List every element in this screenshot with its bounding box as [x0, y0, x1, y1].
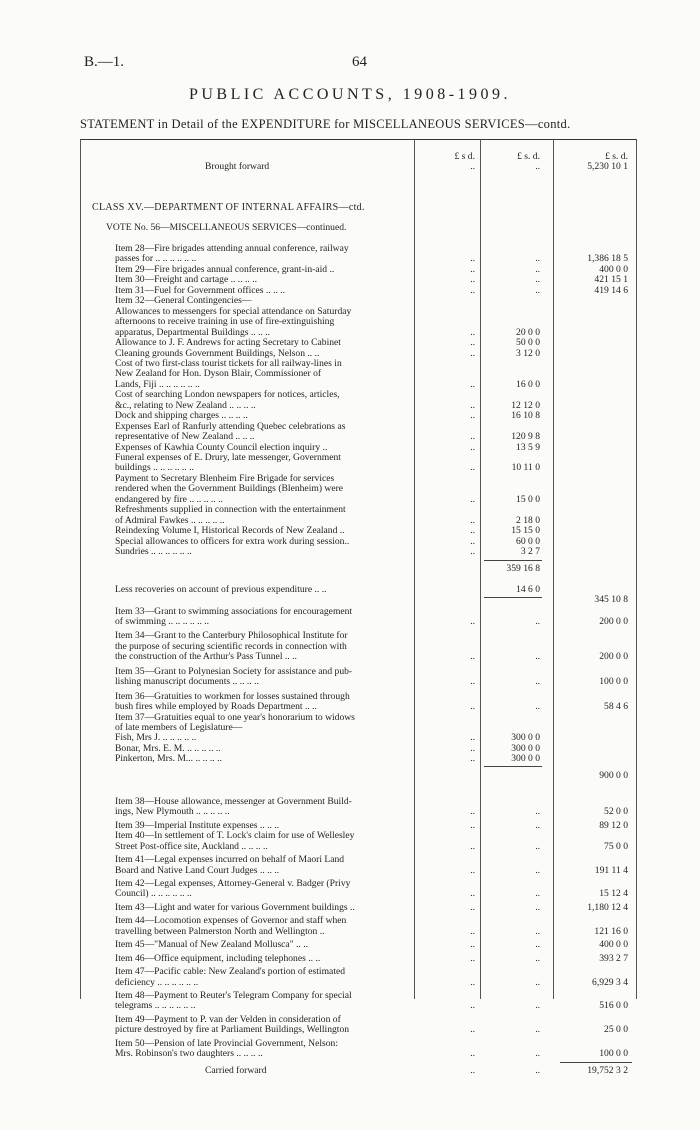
amount-col3: 25 0 0	[604, 1024, 628, 1036]
desc: Item 43—Light and water for various Government buildings ..	[115, 901, 355, 913]
subtotal-1: 359 16 8	[506, 562, 540, 574]
desc: Item 33—Grant to swimming associations for encouragement	[115, 605, 353, 617]
amount-col2: 16 10 8	[511, 410, 540, 422]
desc: Item 39—Imperial Institute expenses .. .. ..	[115, 819, 280, 831]
amount-col2: ..	[535, 819, 540, 831]
amount-col3: 52 0 0	[604, 806, 628, 818]
desc: Bonar, Mrs. E. M. .. .. .. .. ..	[115, 742, 221, 754]
desc: Item 42—Legal expenses, Attorney-General v. Badger (Privy	[115, 877, 351, 889]
amount-col2: 20 0 0	[516, 326, 540, 338]
desc: Expenses of Kawhia County Council election inquiry ..	[115, 441, 328, 453]
amount-col3: 200 0 0	[599, 615, 628, 627]
amount-col1: ..	[470, 1048, 475, 1060]
desc: the construction of the Arthur's Pass Tunnel .. ..	[115, 651, 297, 663]
amount-col1: ..	[470, 378, 475, 390]
subtotal-rule	[484, 560, 542, 561]
amount-col2: 60 0 0	[516, 535, 540, 547]
amount-col1: ..	[470, 399, 475, 411]
amount-col1: ..	[470, 840, 475, 852]
amount-col1: ..	[470, 806, 475, 818]
amount-col2: ..	[535, 676, 540, 688]
desc: Cost of searching London newspapers for notices, articles,	[115, 389, 340, 401]
amount-col3: 400 0 0	[599, 263, 628, 275]
carried-forward-c2: ..	[535, 1064, 540, 1076]
desc: the purpose of securing scientific records in connection with	[115, 640, 347, 652]
desc: of late members of Legislature—	[115, 722, 243, 733]
desc: afternoons to receive training in use of fire-extinguishing	[115, 316, 335, 328]
column-header-1: £ s d.	[454, 151, 475, 162]
amount-col2: 3 2 7	[520, 546, 540, 558]
amount-col1: ..	[470, 337, 475, 349]
desc: of swimming .. .. .. .. .. ..	[115, 615, 210, 627]
amount-col3: 75 0 0	[604, 840, 628, 852]
desc: Item 48—Payment to Reuter's Telegram Company for special	[115, 990, 352, 1001]
amount-col2: 13 5 9	[516, 441, 540, 453]
column-header-2: £ s. d.	[517, 151, 540, 162]
amount-col3: 400 0 0	[599, 939, 628, 951]
page-ref: B.—1.	[84, 54, 125, 70]
desc: Item 29—Fire brigades annual conference, grant-in-aid ..	[115, 263, 335, 275]
desc: Item 31—Fuel for Government offices .. .. ..	[115, 284, 286, 296]
desc: travelling between Palmerston North and Wellington ..	[115, 925, 325, 937]
amount-col2: ..	[535, 1048, 540, 1060]
column-header-3: £ s. d.	[605, 151, 628, 162]
vote-heading: VOTE No. 56—MISCELLANEOUS SERVICES—continued.	[106, 222, 347, 233]
amount-col1: ..	[470, 525, 475, 537]
amount-col2: 300 0 0	[511, 742, 540, 754]
desc: Payment to Secretary Blenheim Fire Brigade for services	[115, 472, 335, 484]
desc: Item 44—Locomotion expenses of Governor and staff when	[115, 915, 347, 927]
amount-col3: 100 0 0	[599, 676, 628, 688]
column-rule-1	[414, 139, 415, 999]
amount-col2: 16 0 0	[516, 378, 540, 390]
table-right-rule	[636, 139, 637, 999]
desc: Allowance to J. F. Andrews for acting Secretary to Cabinet	[115, 337, 341, 349]
desc: Refreshments supplied in connection with the entertainment	[115, 504, 346, 516]
amount-col1: ..	[470, 864, 475, 876]
amount-col3: 191 11 4	[594, 864, 628, 876]
desc: Pinkerton, Mrs. M... .. .. .. ..	[115, 753, 222, 765]
amount-col1: ..	[470, 441, 475, 453]
amount-col2: ..	[535, 888, 540, 900]
desc: Special allowances to officers for extra work during session..	[115, 535, 350, 547]
page-number: 64	[352, 54, 367, 70]
amount-col2: ..	[535, 901, 540, 913]
amount-col1: ..	[470, 410, 475, 422]
amount-col3: 6,929 3 4	[592, 976, 628, 988]
amount-col3: 516 0 0	[599, 1000, 628, 1012]
amount-col2: ..	[535, 925, 540, 937]
desc: Item 28—Fire brigades attending annual conference, railway	[115, 243, 349, 254]
desc: &c., relating to New Zealand .. .. .. ..	[115, 399, 256, 411]
amount-col1: ..	[470, 1000, 475, 1012]
amount-col1: ..	[470, 732, 475, 744]
amount-col1: ..	[470, 651, 475, 663]
amount-col1: ..	[470, 462, 475, 474]
amount-col1: ..	[470, 925, 475, 937]
desc: representative of New Zealand .. .. ..	[115, 431, 255, 443]
amount-col2: 12 12 0	[511, 399, 540, 411]
desc: Item 36—Gratuities to workmen for losses sustained through	[115, 690, 350, 702]
amount-col3: 89 12 0	[599, 819, 628, 831]
amount-col1: ..	[470, 514, 475, 526]
class-heading: CLASS XV.—DEPARTMENT OF INTERNAL AFFAIRS—ctd.	[92, 202, 365, 213]
amount-col1: ..	[470, 274, 475, 286]
desc: ings, New Plymouth .. .. .. .. ..	[115, 806, 230, 818]
amount-col2: 300 0 0	[511, 732, 540, 744]
amount-col3: 419 14 6	[594, 284, 628, 296]
widows-rule	[484, 766, 542, 767]
amount-col1: ..	[470, 546, 475, 558]
desc: Allowances to messengers for special attendance on Saturday	[115, 305, 352, 317]
desc: bush fires while employed by Roads Department .. ..	[115, 701, 317, 713]
amount-col2: ..	[535, 864, 540, 876]
brought-forward-c1: ..	[470, 161, 475, 172]
desc: Item 38—House allowance, messenger at Government Build-	[115, 795, 352, 807]
desc: Fish, Mrs J. .. .. .. .. ..	[115, 732, 197, 744]
desc: Reindexing Volume I, Historical Records of New Zealand ..	[115, 525, 345, 537]
carried-rule	[560, 1062, 632, 1063]
amount-col3: 121 16 0	[594, 925, 628, 937]
desc: passes for .. .. .. .. .. ..	[115, 253, 197, 265]
amount-col1: ..	[470, 615, 475, 627]
amount-col2: ..	[535, 806, 540, 818]
desc: apparatus, Departmental Buildings .. .. ..	[115, 326, 271, 338]
amount-col1: ..	[470, 284, 475, 296]
amount-col3: 393 2 7	[599, 952, 628, 964]
amount-col2: 120 9 8	[511, 431, 540, 443]
desc: Item 49—Payment to P. van der Velden in consideration of	[115, 1013, 341, 1025]
amount-col1: ..	[470, 431, 475, 443]
desc: Mrs. Robinson's two daughters .. .. .. ..	[115, 1048, 263, 1060]
amount-col1: ..	[470, 888, 475, 900]
amount-col1: ..	[470, 253, 475, 265]
amount-col2: ..	[535, 651, 540, 663]
amount-col3: 200 0 0	[599, 651, 628, 663]
amount-col1: ..	[470, 347, 475, 359]
amount-col2: ..	[535, 274, 540, 286]
page-subtitle: STATEMENT in Detail of the EXPENDITURE for MISCELLANEOUS SERVICES—contd.	[80, 117, 571, 131]
desc: Item 34—Grant to the Canterbury Philosophical Institute for	[115, 630, 348, 642]
desc: Cleaning grounds Government Buildings, Nelson .. ..	[115, 347, 320, 359]
amount-col2: ..	[535, 615, 540, 627]
page-title: PUBLIC ACCOUNTS, 1908-1909.	[188, 86, 512, 103]
amount-col2: 15 0 0	[516, 493, 540, 505]
desc: Item 46—Office equipment, including telephones .. ..	[115, 952, 321, 964]
amount-col2: 15 15 0	[511, 525, 540, 537]
widows-total: 900 0 0	[599, 769, 628, 781]
desc: Item 41—Legal expenses incurred on behalf of Maori Land	[115, 854, 345, 866]
amount-col1: ..	[470, 493, 475, 505]
amount-col1: ..	[470, 742, 475, 754]
amount-col2: ..	[535, 939, 540, 951]
brought-forward-c2: ..	[535, 161, 540, 172]
desc: Item 32—General Contingencies—	[115, 295, 252, 307]
desc: picture destroyed by fire at Parliament Buildings, Wellington	[115, 1024, 350, 1036]
desc: telegrams .. .. .. .. .. ..	[115, 1000, 196, 1012]
recoveries-rule	[484, 597, 542, 598]
desc: Funeral expenses of E. Drury, late messenger, Government	[115, 452, 341, 463]
desc: deficiency .. .. .. .. .. ..	[115, 976, 199, 988]
less-recoveries-c2: 14 6 0	[516, 583, 540, 595]
amount-col2: 50 0 0	[516, 337, 540, 349]
amount-col1: ..	[470, 819, 475, 831]
desc: Dock and shipping charges .. .. .. ..	[115, 410, 248, 422]
desc: Item 40—In settlement of T. Lock's claim for use of Wellesley	[115, 830, 355, 842]
amount-col1: ..	[470, 263, 475, 275]
amount-col2: ..	[535, 263, 540, 275]
desc: buildings .. .. .. .. .. ..	[115, 462, 194, 474]
amount-col1: ..	[470, 952, 475, 964]
desc: Sundries .. .. .. .. .. ..	[115, 546, 192, 558]
amount-col1: ..	[470, 326, 475, 338]
desc: Item 50—Pension of late Provincial Government, Nelson:	[115, 1037, 339, 1049]
amount-col1: ..	[470, 1024, 475, 1036]
carried-forward-c3: 19,752 3 2	[587, 1064, 628, 1076]
amount-col2: 2 18 0	[516, 514, 540, 526]
desc: Cost of two first-class tourist tickets for all railway-lines in	[115, 357, 342, 369]
desc: Street Post-office site, Auckland .. .. .. ..	[115, 840, 268, 852]
amount-col1: ..	[470, 976, 475, 988]
carried-forward-c1: ..	[470, 1064, 475, 1076]
desc: Lands, Fiji .. .. .. .. .. ..	[115, 378, 200, 390]
carried-forward-label: Carried forward	[205, 1064, 267, 1076]
desc: Item 35—Grant to Polynesian Society for assistance and pub-	[115, 665, 353, 677]
amount-col2: ..	[535, 701, 540, 713]
brought-forward-c3: 5,230 10 1	[587, 161, 628, 172]
amount-col1: ..	[470, 676, 475, 688]
desc: lishing manuscript documents .. .. .. ..	[115, 676, 259, 688]
amount-col2: ..	[535, 840, 540, 852]
desc: Expenses Earl of Ranfurly attending Quebec celebrations as	[115, 420, 346, 432]
desc: Board and Native Land Court Judges .. .. ..	[115, 864, 280, 876]
desc: Item 45—"Manual of New Zealand Mollusca" .. ..	[115, 939, 308, 951]
amount-col3: 15 12 4	[599, 888, 628, 900]
amount-col2: 10 11 0	[511, 462, 540, 474]
amount-col3: 421 15 1	[594, 274, 628, 286]
desc: Item 30—Freight and cartage .. .. .. ..	[115, 274, 257, 286]
amount-col2: ..	[535, 1000, 540, 1012]
amount-col3: 1,180 12 4	[587, 901, 628, 913]
amount-col2: ..	[535, 253, 540, 265]
desc: of Admiral Fawkes .. .. .. .. ..	[115, 514, 225, 526]
amount-col2: ..	[535, 952, 540, 964]
desc: New Zealand for Hon. Dyson Blair, Commissioner of	[115, 368, 322, 380]
column-rule-3	[553, 139, 554, 999]
amount-col1: ..	[470, 701, 475, 713]
amount-col2: ..	[535, 976, 540, 988]
amount-col2: 300 0 0	[511, 753, 540, 765]
desc: endangered by fire .. .. .. .. ..	[115, 493, 223, 505]
amount-col2: 3 12 0	[516, 347, 540, 359]
table-left-rule	[80, 139, 81, 999]
desc: Item 47—Pacific cable: New Zealand's portion of estimated	[115, 966, 346, 978]
amount-col3: 100 0 0	[599, 1048, 628, 1060]
amount-col1: ..	[470, 753, 475, 765]
brought-forward-label: Brought forward	[205, 161, 270, 172]
less-recoveries-label: Less recoveries on account of previous expenditure .. ..	[115, 583, 327, 595]
net-contingencies: 345 10 8	[594, 593, 628, 605]
amount-col3: 58 4 6	[604, 701, 628, 713]
amount-col2: ..	[535, 1024, 540, 1036]
desc: Item 37—Gratuities equal to one year's honorarium to widows	[115, 711, 355, 723]
amount-col1: ..	[470, 939, 475, 951]
desc: rendered when the Government Buildings (Blenheim) were	[115, 483, 344, 495]
amount-col3: 1,386 18 5	[587, 253, 628, 265]
amount-col1: ..	[470, 535, 475, 547]
desc: Council) .. .. .. .. .. ..	[115, 888, 192, 900]
amount-col2: ..	[535, 284, 540, 296]
amount-col1: ..	[470, 901, 475, 913]
